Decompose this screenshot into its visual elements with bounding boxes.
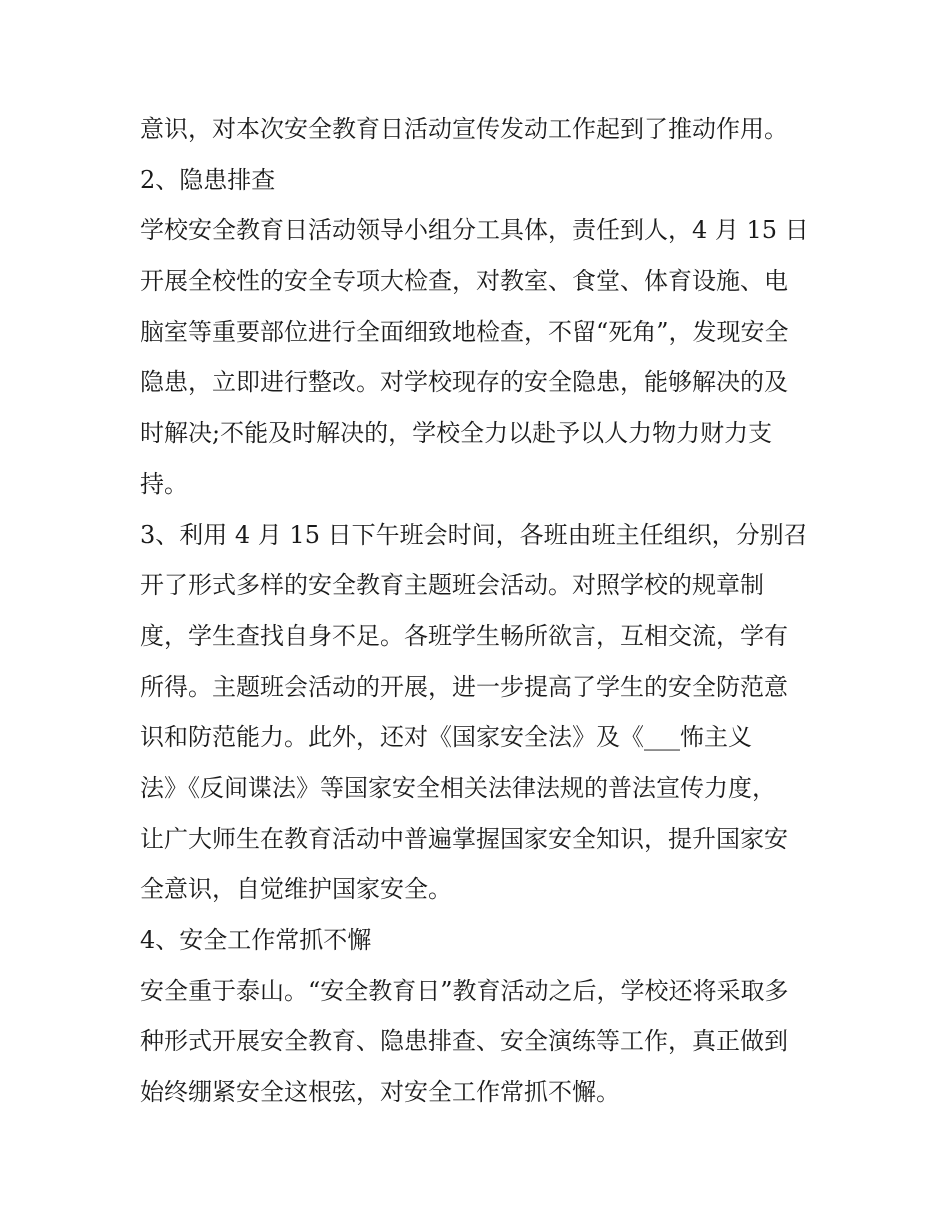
text-line: 时解决;不能及时解决的，学校全力以赴予以人力物力财力支	[140, 419, 773, 448]
text-line: 始终绷紧安全这根弦，对安全工作常抓不懈。	[140, 1078, 620, 1107]
text-line: 开了形式多样的安全教育主题班会活动。对照学校的规章制	[140, 571, 764, 600]
text-line: 度，学生查找自身不足。各班学生畅所欲言，互相交流，学有	[140, 621, 788, 650]
text-line: 安全重于泰山。“安全教育日”教育活动之后，学校还将采取多	[140, 976, 789, 1005]
section-heading: 4、安全工作常抓不懈	[140, 926, 372, 954]
text-line: 学校安全教育日活动领导小组分工具体，责任到人，4 月 15 日	[140, 216, 809, 245]
text-line: 识和防范能力。此外，还对《国家安全法》及《___怖主义	[140, 723, 752, 752]
text-line: 开展全校性的安全专项大检查，对教室、食堂、体育设施、电	[140, 267, 788, 296]
text-line: 全意识，自觉维护国家安全。	[140, 875, 452, 904]
text-line: 隐患，立即进行整改。对学校现存的安全隐患，能够解决的及	[140, 368, 788, 397]
body-text	[140, 104, 820, 1118]
text-line: 3、利用 4 月 15 日下午班会时间，各班由班主任组织，分别召	[140, 520, 808, 549]
text-line: 种形式开展安全教育、隐患排查、安全演练等工作，真正做到	[140, 1027, 788, 1056]
section-heading: 2、隐患排查	[140, 165, 276, 194]
text-line: 所得。主题班会活动的开展，进一步提高了学生的安全防范意	[140, 672, 788, 701]
text-line: 持。	[140, 469, 188, 498]
text-line: 让广大师生在教育活动中普遍掌握国家安全知识，提升国家安	[140, 824, 788, 853]
text-line: 意识，对本次安全教育日活动宣传发动工作起到了推动作用。	[140, 115, 788, 143]
text-line: 脑室等重要部位进行全面细致地检查，不留“死角”，发现安全	[140, 317, 789, 346]
text-line: 法》《反间谍法》等国家安全相关法律法规的普法宣传力度，	[140, 773, 776, 802]
